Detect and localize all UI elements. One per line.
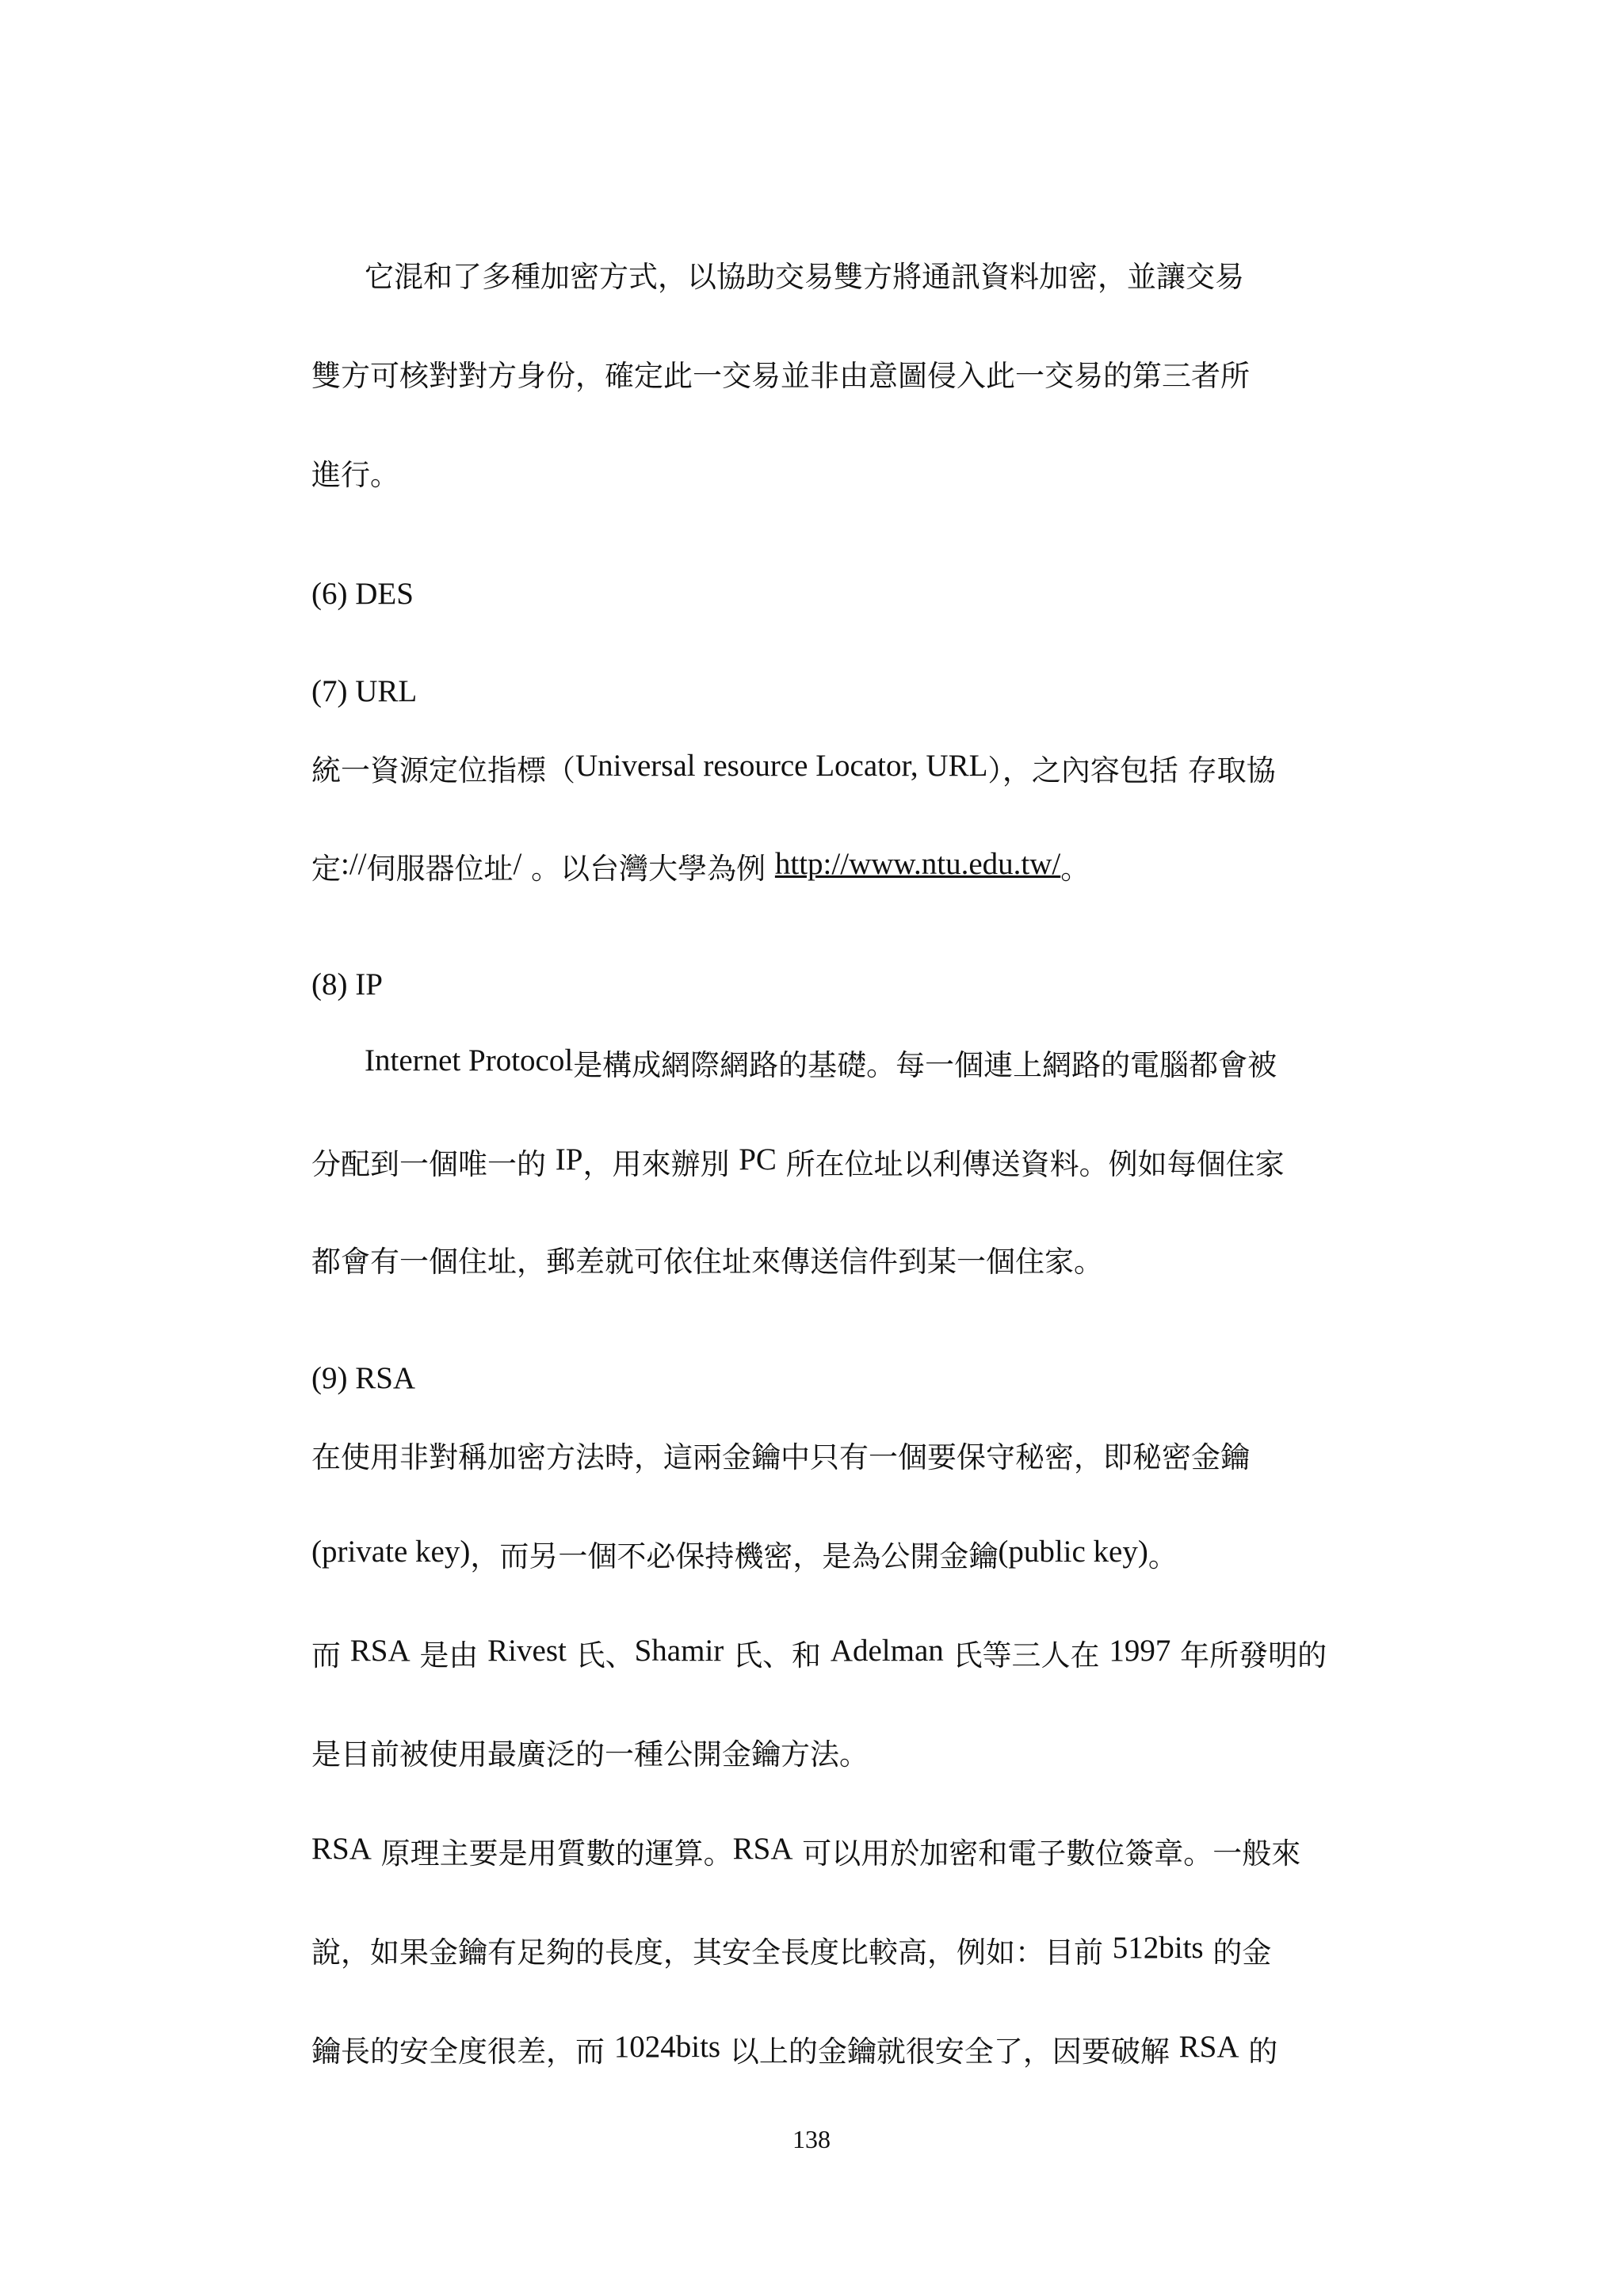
text: 在使用非對稱加密方法時，這兩金鑰中只有一個要保守秘密，即秘密金鑰 [311, 1440, 1250, 1474]
text-latin: Universal resource Locator, URL [575, 749, 988, 783]
text-latin: 1024bits [613, 2030, 721, 2064]
text: 氏、 [566, 1638, 635, 1672]
ntu-link[interactable]: http://www.ntu.edu.tw/ [774, 847, 1061, 881]
text-latin: 1997 [1109, 1634, 1171, 1668]
paragraph-line [311, 2032, 1277, 2072]
paragraph-line [311, 1636, 1327, 1676]
text: 可以用於加密和電子數位簽章。一般來 [792, 1836, 1301, 1871]
text-latin: :// [341, 847, 367, 881]
paragraph-line [311, 456, 399, 495]
text: 是構成網際網路的基礎。每一個連上網路的電腦都會被 [573, 1048, 1277, 1082]
paragraph-line [311, 1537, 1178, 1577]
text: 。 [1148, 1539, 1178, 1573]
text-latin: RSA [349, 1634, 411, 1668]
text: ），之內容包括 存取協 [987, 753, 1276, 788]
text: 而 [311, 1638, 350, 1672]
section-heading-url: (7) URL [311, 674, 418, 708]
text: 它混和了多種加密方式，以協助交易雙方將通訊資料加密，並讓交易 [365, 260, 1244, 294]
text: 氏等三人在 [943, 1638, 1109, 1672]
text: 以上的金鑰就很安全了，因要破解 [720, 2035, 1179, 2069]
text: 的 [1239, 2035, 1278, 2069]
text-latin: (private key) [311, 1535, 471, 1569]
section-heading-des: (6) DES [311, 577, 414, 611]
paragraph-line [311, 751, 1276, 791]
text-latin: IP [555, 1142, 583, 1177]
text: ，用來辦別 [582, 1147, 739, 1181]
paragraph-line [311, 849, 1090, 889]
text: 是目前被使用最廣泛的一種公開金鑰方法。 [311, 1737, 869, 1772]
text: 氏、和 [724, 1638, 831, 1672]
text: 分配到一個唯一的 [311, 1147, 556, 1181]
text: 進行。 [311, 458, 399, 492]
paragraph-line [311, 1735, 869, 1775]
text-latin: / [513, 847, 522, 881]
paragraph-line [311, 1242, 1103, 1282]
section-heading-rsa: (9) RSA [311, 1361, 416, 1395]
text: 說，如果金鑰有足夠的長度，其安全長度比較高，例如：目前 [311, 1936, 1113, 1970]
paragraph-line [311, 1933, 1271, 1973]
section-heading-ip: (8) IP [311, 967, 383, 1001]
paragraph-line [365, 1043, 1277, 1085]
paragraph-line [311, 1834, 1300, 1874]
paragraph-line [365, 257, 1244, 297]
text: 定 [311, 852, 341, 886]
text: 。以台灣大學為例 [521, 852, 775, 886]
text: 所在位址以利傳送資料。例如每個住家 [776, 1147, 1285, 1181]
text: 都會有一個住址，郵差就可依住址來傳送信件到某一個住家。 [311, 1245, 1103, 1279]
text: 的金 [1203, 1936, 1272, 1970]
text-latin: RSA [732, 1832, 793, 1866]
text-latin: Adelman [830, 1634, 944, 1668]
text-latin: Shamir [634, 1634, 724, 1668]
text: 伺服器位址 [366, 852, 514, 886]
text: 年所發明的 [1170, 1638, 1327, 1672]
text: 是由 [410, 1638, 488, 1672]
text-latin: PC [739, 1142, 777, 1177]
text-latin: 512bits [1112, 1931, 1204, 1965]
page-number: 138 [792, 2125, 831, 2153]
text: 統一資源定位指標（ [311, 753, 575, 788]
paragraph-line [311, 1438, 1250, 1478]
text-latin: Rivest [487, 1634, 567, 1668]
text-latin: (public key) [998, 1535, 1148, 1569]
text: 鑰長的安全度很差，而 [311, 2035, 614, 2069]
text: 雙方可核對對方身份，確定此一交易並非由意圖侵入此一交易的第三者所 [311, 359, 1250, 393]
text-latin: RSA [311, 1832, 372, 1866]
paragraph-line [311, 1142, 1285, 1184]
text: 原理主要是用質數的運算。 [371, 1836, 733, 1871]
paragraph-line [311, 357, 1250, 396]
text-latin: RSA [1178, 2030, 1239, 2064]
text-latin: Internet Protocol [365, 1043, 574, 1077]
text: ，而另一個不必保持機密，是為公開金鑰 [470, 1539, 999, 1573]
text: 。 [1060, 852, 1090, 886]
